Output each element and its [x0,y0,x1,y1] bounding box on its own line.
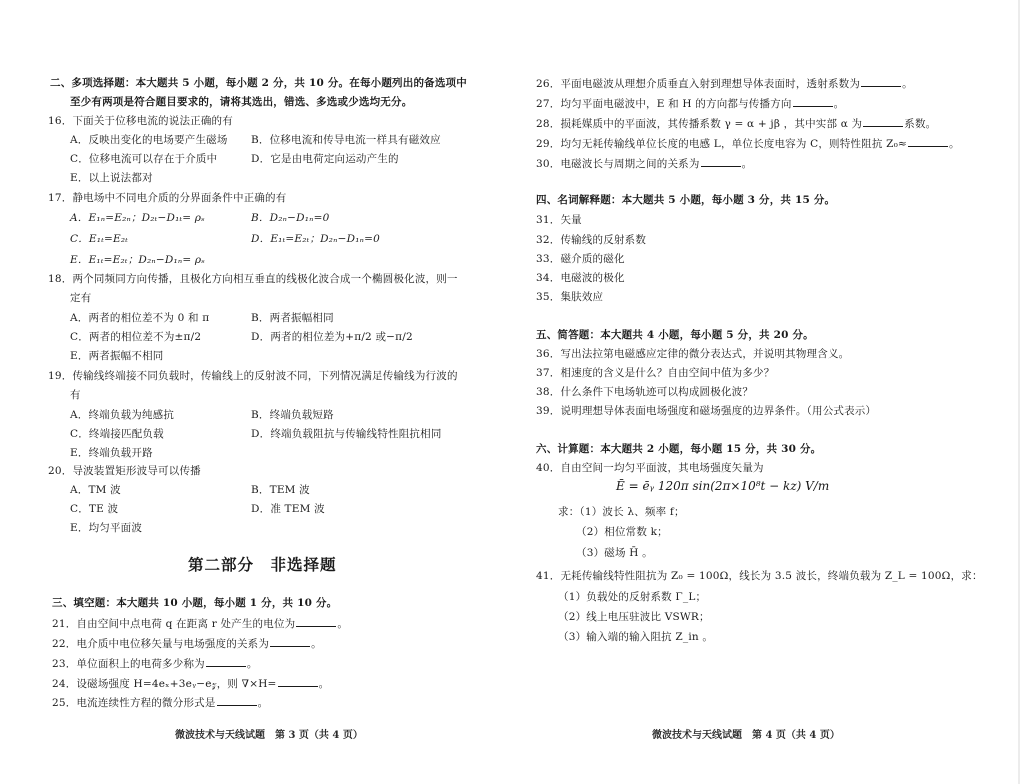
q21-text: 21．自由空间中点电荷 q 在距离 r 处产生的电位为 [52,618,296,630]
section3-heading: 三、填空题：本大题共 10 小题，每小题 1 分，共 10 分。 [52,597,338,609]
q24-text: 24．设磁场强度 H=4eₓ+3eᵧ−e𝓏，则 ∇×H= [52,678,277,690]
part2-title: 第二部分 非选择题 [188,555,337,574]
q17-option-a: A．E₁ₙ=E₂ₙ；D₂ₜ−D₁ₜ= ρₛ [70,212,205,224]
q18-option-b: B．两者振幅相同 [251,312,334,324]
q40-part2: （2）相位常数 k； [576,526,668,538]
q25-answer-blank[interactable] [217,695,257,706]
section5-heading: 五、简答题：本大题共 4 小题，每小题 5 分，共 20 分。 [536,329,814,341]
q40-part3: （3）磁场 H̄ 。 [576,547,653,559]
q23 [52,656,258,671]
q16-option-a: A．反映出变化的电场要产生磁场 [70,134,228,146]
q30 [536,156,752,171]
q31: 31．矢量 [536,214,582,226]
q37: 37．相速度的含义是什么？自由空间中值为多少？ [536,367,775,379]
q29-text: 29．均匀无耗传输线单位长度的电感 L，单位长度电容为 C，则特性阻抗 Z₀≈ [536,138,907,150]
q20-option-b: B．TEM 波 [251,484,310,496]
q17-option-b: B．D₂ₙ−D₁ₙ=0 [251,212,330,224]
q28-text: 28．损耗媒质中的平面波，其传播系数 γ = α + jβ ，其中实部 α 为 [536,118,863,130]
period: 。 [833,98,845,110]
q36: 36．写出法拉第电磁感应定律的微分表达式，并说明其物理含义。 [536,348,850,360]
period: 。 [902,78,913,90]
period: 。 [741,158,753,170]
q19-option-c: C．终端接匹配负载 [70,428,164,440]
q20-option-c: C．TE 波 [70,503,119,515]
q21 [52,616,348,631]
q28-answer-blank[interactable] [863,116,903,127]
exam-page-4 [512,0,1024,784]
q17-option-d: D．E₁ₜ=E₂ₜ；D₂ₙ−D₁ₙ=0 [251,233,380,245]
q40-equation: Ē = ēᵧ 120π sin(2π×10⁸t − kz) V/m [616,479,830,493]
q24-answer-blank[interactable] [278,676,318,687]
q25 [52,695,268,710]
q35: 35．集肤效应 [536,291,604,303]
q38: 38．什么条件下电场轨迹可以构成圆极化波？ [536,386,754,398]
section6-heading: 六、计算题：本大题共 2 小题，每小题 15 分，共 30 分。 [536,443,822,455]
q17-option-e: E．E₁ₜ=E₂ₜ；D₂ₙ−D₁ₙ= ρₛ [70,254,205,266]
period: 。 [318,678,330,690]
q41-part3: （3）输入端的输入阻抗 Z_in 。 [558,631,714,643]
q16-option-c: C．位移电流可以存在于介质中 [70,153,218,165]
section4-heading: 四、名词解释题：本大题共 5 小题，每小题 3 分，共 15 分。 [536,194,836,206]
q23-text: 23．单位面积上的电荷多少称为 [52,658,205,670]
period: 。 [246,658,258,670]
q27-answer-blank[interactable] [793,96,833,107]
q33: 33．磁介质的磁化 [536,253,625,265]
q21-answer-blank[interactable] [296,616,336,627]
q18-option-a: A．两者的相位差不为 0 和 π [70,312,210,324]
q27 [536,96,844,111]
q16-option-e: E．以上说法都对 [70,172,153,184]
period: 。 [311,638,322,650]
q26-answer-blank[interactable] [861,76,901,87]
q20-stem: 20．导波装置矩形波导可以传播 [48,465,201,477]
q22-answer-blank[interactable] [270,636,310,647]
q29 [536,136,960,151]
q16-stem: 16．下面关于位移电流的说法正确的有 [48,115,233,127]
q24 [52,676,329,691]
q32: 32．传输线的反射系数 [536,234,647,246]
section2-heading-cont: 至少有两项是符合题目要求的，请将其选出，错选、多选或少选均无分。 [70,96,413,108]
q41-part1: （1）负载处的反射系数 Γ_L； [558,591,707,603]
section2-heading: 二、多项选择题：本大题共 5 小题，每小题 2 分，共 10 分。在每小题列出的备选项中 [50,77,467,89]
q17-option-c: C．E₁ₜ=E₂ₜ [70,233,129,245]
q30-text: 30．电磁波长与周期之间的关系为 [536,158,700,170]
q34: 34．电磁波的极化 [536,272,625,284]
q20-option-d: D．准 TEM 波 [251,503,325,515]
q27-text: 27．均匀平面电磁波中，E 和 H 的方向都与传播方向 [536,98,792,110]
q26 [536,76,913,91]
q17-stem: 17．静电场中不同电介质的分界面条件中正确的有 [48,192,287,204]
q40-stem: 40．自由空间一均匀平面波，其电场强度矢量为 [536,462,764,474]
period: 。 [948,138,960,150]
q19-stem: 19．传输线终端接不同负载时，传输线上的反射波不同，下列情况满足传输线为行波的 [48,370,458,382]
q16-option-b: B．位移电流和传导电流一样具有磁效应 [251,134,441,146]
q28 [536,116,936,131]
q26-text: 26．平面电磁波从理想介质垂直入射到理想导体表面时，透射系数为 [536,78,861,90]
page-footer: 微波技术与天线试题 第 4 页（共 4 页） [652,730,840,741]
q20-option-e: E．均匀平面波 [70,522,143,534]
q19-option-d: D．终端负载阻抗与传输线特性阻抗相同 [251,428,442,440]
q20-option-a: A．TM 波 [70,484,121,496]
q41-stem: 41．无耗传输线特性阻抗为 Z₀ = 100Ω，线长为 3.5 波长，终端负载为 Z_L = 100Ω，求： [536,570,983,582]
q19-option-e: E．终端负载开路 [70,447,153,459]
q18-option-c: C．两者的相位差不为±π/2 [70,331,202,343]
q25-text: 25．电流连续性方程的微分形式是 [52,697,216,709]
q19-stem-cont: 有 [70,389,81,401]
q16-option-d: D．它是由电荷定向运动产生的 [251,153,399,165]
q23-answer-blank[interactable] [206,656,246,667]
period: 。 [337,618,349,630]
q40-part1: 求：（1）波长 λ、频率 f； [558,506,685,518]
q18-option-e: E．两者振幅不相同 [70,350,164,362]
q19-option-b: B．终端负载短路 [251,409,334,421]
period: 。 [257,697,269,709]
q29-answer-blank[interactable] [908,136,948,147]
q19-option-a: A．终端负载为纯感抗 [70,409,175,421]
q18-stem: 18．两个同频同方向传播，且极化方向相互垂直的线极化波合成一个椭圆极化波，则一 [48,273,458,285]
q18-stem-cont: 定有 [70,292,92,304]
q28-suffix: 系数。 [904,118,937,130]
q22 [52,636,322,651]
q39: 39．说明理想导体表面电场强度和磁场强度的边界条件。（用公式表示） [536,405,877,417]
q30-answer-blank[interactable] [701,156,741,167]
q22-text: 22．电介质中电位移矢量与电场强度的关系为 [52,638,270,650]
q18-option-d: D．两者的相位差为+π/2 或−π/2 [251,331,413,343]
page-footer: 微波技术与天线试题 第 3 页（共 4 页） [175,730,363,741]
q41-part2: （2）线上电压驻波比 VSWR； [558,611,710,623]
